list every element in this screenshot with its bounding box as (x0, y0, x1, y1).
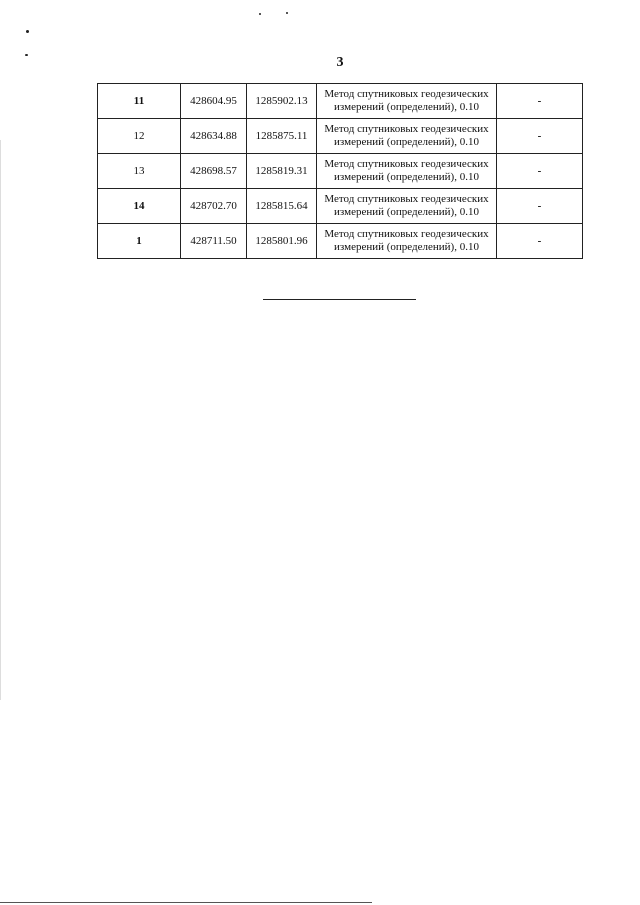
coordinate-x: 428698.57 (181, 154, 247, 189)
point-number: 12 (98, 119, 181, 154)
measurement-method: Метод спутниковых геодезических измерений (определений), 0.10 (317, 224, 497, 259)
table-row (98, 189, 583, 224)
measurement-method: Метод спутниковых геодезических измерений (определений), 0.10 (317, 119, 497, 154)
coordinate-y: 1285875.11 (247, 119, 317, 154)
coordinates-table (97, 83, 583, 259)
coordinate-x: 428711.50 (181, 224, 247, 259)
coordinate-x: 428634.88 (181, 119, 247, 154)
scan-speck-3 (26, 30, 29, 33)
point-number: 11 (98, 84, 181, 119)
measurement-method: Метод спутниковых геодезических измерений (определений), 0.10 (317, 189, 497, 224)
measurement-method: Метод спутниковых геодезических измерений (определений), 0.10 (317, 154, 497, 189)
extra-value: - (497, 84, 583, 119)
coordinate-x: 428702.70 (181, 189, 247, 224)
table-row (98, 224, 583, 259)
extra-value: - (497, 189, 583, 224)
point-number: 13 (98, 154, 181, 189)
extra-value: - (497, 224, 583, 259)
page-number: 3 (336, 55, 344, 70)
coordinate-x: 428604.95 (181, 84, 247, 119)
scan-left-edge (0, 140, 1, 700)
table-row (98, 119, 583, 154)
extra-value: - (497, 154, 583, 189)
coordinate-y: 1285815.64 (247, 189, 317, 224)
coordinate-y: 1285902.13 (247, 84, 317, 119)
scan-speck-2 (286, 12, 288, 14)
measurement-method: Метод спутниковых геодезических измерений (определений), 0.10 (317, 84, 497, 119)
scan-speck-1 (259, 13, 261, 15)
scan-bottom-edge (0, 902, 372, 903)
point-number: 14 (98, 189, 181, 224)
point-number: 1 (98, 224, 181, 259)
coordinate-y: 1285819.31 (247, 154, 317, 189)
coordinate-y: 1285801.96 (247, 224, 317, 259)
table-row (98, 154, 583, 189)
end-of-document-rule (263, 299, 416, 300)
extra-value: - (497, 119, 583, 154)
table-row (98, 84, 583, 119)
